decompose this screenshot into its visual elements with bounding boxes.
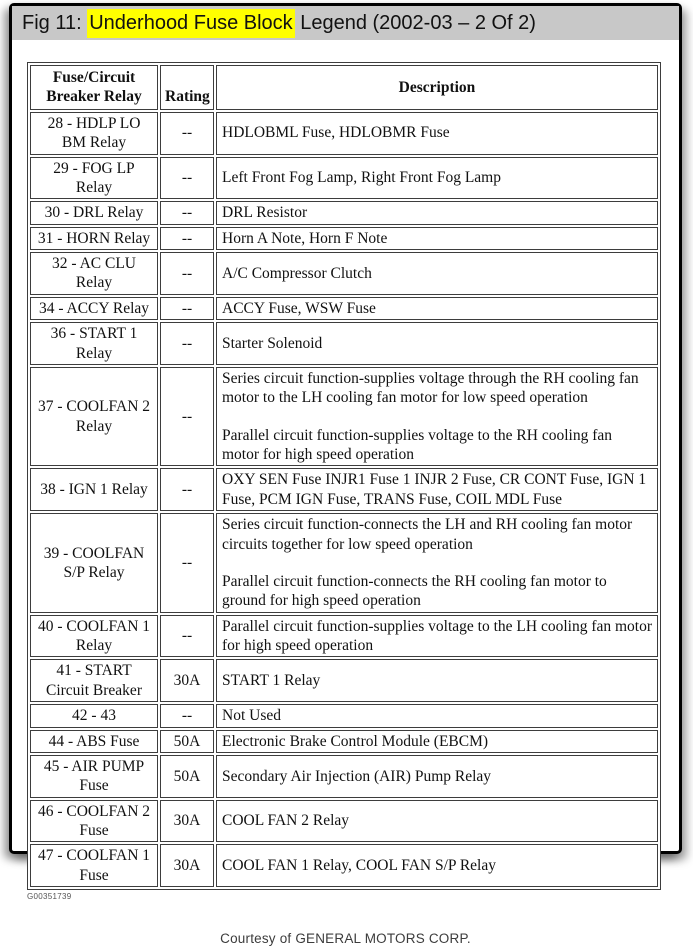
fuse-label-line: Relay bbox=[75, 274, 113, 292]
table-row bbox=[30, 704, 658, 727]
fuse-label-line: 31 - HORN Relay bbox=[37, 229, 151, 247]
description-cell bbox=[216, 468, 658, 511]
rating-cell: 30A bbox=[160, 800, 214, 843]
description-paragraph: A/C Compressor Clutch bbox=[222, 264, 372, 282]
fuse-label-line: S/P Relay bbox=[63, 563, 125, 581]
description-paragraph: Electronic Brake Control Module (EBCM) bbox=[222, 732, 489, 750]
description-cell bbox=[216, 730, 658, 753]
table-row bbox=[30, 297, 658, 320]
description-cell bbox=[216, 157, 658, 200]
fuse-cell bbox=[30, 513, 158, 613]
fuse-cell bbox=[30, 755, 158, 798]
description-cell bbox=[216, 659, 658, 702]
fuse-cell bbox=[30, 659, 158, 702]
header-rating: Rating bbox=[160, 65, 214, 110]
rating-cell: -- bbox=[160, 704, 214, 727]
fuse-label-line: 41 - START bbox=[56, 662, 132, 680]
description-cell bbox=[216, 227, 658, 250]
header-row bbox=[30, 65, 658, 110]
fuse-label-line: 30 - DRL Relay bbox=[44, 204, 144, 222]
table-row bbox=[30, 659, 658, 702]
header-fuse-circuit-breaker-relay: Fuse/Circuit Breaker Relay bbox=[30, 65, 158, 110]
fuse-label-line: 38 - IGN 1 Relay bbox=[40, 481, 148, 499]
description-cell bbox=[216, 704, 658, 727]
description-cell bbox=[216, 252, 658, 295]
table-row bbox=[30, 800, 658, 843]
table-row bbox=[30, 844, 658, 887]
fuse-label-line: Relay bbox=[75, 417, 113, 435]
rating-cell: -- bbox=[160, 227, 214, 250]
fuse-label-line: 47 - COOLFAN 1 bbox=[37, 847, 151, 865]
description-paragraph: COOL FAN 1 Relay, COOL FAN S/P Relay bbox=[222, 857, 496, 875]
description-paragraph: Series circuit function-connects the LH and RH cooling fan motor circuits together for low speed operation bbox=[222, 516, 633, 553]
description-cell bbox=[216, 201, 658, 224]
fuse-label-line: Relay bbox=[75, 637, 113, 654]
fuse-label-line: BM Relay bbox=[61, 134, 127, 152]
fuse-label-line: 40 - COOLFAN 1 bbox=[37, 617, 151, 635]
description-paragraph: DRL Resistor bbox=[222, 204, 308, 222]
table-row bbox=[30, 157, 658, 200]
fuse-label-line: 46 - COOLFAN 2 bbox=[37, 802, 151, 820]
fuse-cell bbox=[30, 201, 158, 224]
table-row bbox=[30, 227, 658, 250]
description-paragraph: Starter Solenoid bbox=[222, 334, 323, 352]
description-paragraph: Not Used bbox=[222, 707, 281, 725]
figure-title-prefix: Fig 11: bbox=[22, 11, 88, 34]
fuse-label-line: 29 - FOG LP bbox=[53, 159, 135, 177]
description-paragraph: Parallel circuit function-supplies voltage to the RH cooling fan motor for high speed operation bbox=[222, 426, 612, 463]
figure-title-bar bbox=[12, 6, 679, 40]
fuse-cell bbox=[30, 227, 158, 250]
description-cell bbox=[216, 800, 658, 843]
document-card bbox=[9, 3, 682, 946]
description-paragraph: Series circuit function-supplies voltage through the RH cooling fan motor to the LH cooling fan motor for low speed operation bbox=[222, 369, 639, 407]
fuse-cell bbox=[30, 704, 158, 727]
fuse-label-line: Fuse bbox=[79, 822, 109, 839]
description-cell bbox=[216, 513, 658, 613]
rating-cell: -- bbox=[160, 157, 214, 200]
rating-cell: 50A bbox=[160, 730, 214, 753]
fuse-label-line: 44 - ABS Fuse bbox=[48, 732, 140, 750]
description-cell bbox=[216, 112, 658, 155]
fuse-label-line: 42 - 43 bbox=[72, 707, 116, 725]
fuse-cell bbox=[30, 157, 158, 200]
rating-cell: -- bbox=[160, 513, 214, 613]
rating-cell: -- bbox=[160, 112, 214, 155]
fuse-legend-table bbox=[27, 62, 661, 890]
fuse-label-line: Fuse bbox=[79, 866, 109, 884]
fuse-label-line: 36 - START 1 bbox=[50, 325, 138, 343]
fuse-cell bbox=[30, 844, 158, 887]
rating-cell: -- bbox=[160, 252, 214, 295]
rating-cell: -- bbox=[160, 468, 214, 511]
table-row bbox=[30, 322, 658, 365]
description-cell bbox=[216, 322, 658, 365]
table-row bbox=[30, 468, 658, 511]
description-paragraph: HDLOBML Fuse, HDLOBMR Fuse bbox=[222, 124, 450, 142]
rating-cell: 50A bbox=[160, 755, 214, 798]
table-row bbox=[30, 112, 658, 155]
fuse-label-line: Relay bbox=[75, 344, 113, 362]
fuse-cell bbox=[30, 468, 158, 511]
fuse-cell bbox=[30, 297, 158, 320]
description-cell bbox=[216, 297, 658, 320]
fuse-label-line: Fuse bbox=[79, 777, 109, 795]
fuse-label-line: 28 - HDLP LO bbox=[47, 114, 141, 132]
fuse-cell bbox=[30, 800, 158, 843]
rating-cell: -- bbox=[160, 297, 214, 320]
rating-cell: -- bbox=[160, 322, 214, 365]
rating-cell: 30A bbox=[160, 844, 214, 887]
fuse-cell bbox=[30, 322, 158, 365]
description-paragraph: COOL FAN 2 Relay bbox=[222, 812, 350, 830]
fuse-cell bbox=[30, 252, 158, 295]
table-row bbox=[30, 730, 658, 753]
fuse-table-body bbox=[30, 112, 658, 887]
courtesy-line: Courtesy of GENERAL MOTORS CORP. bbox=[220, 931, 471, 946]
description-paragraph: START 1 Relay bbox=[222, 672, 321, 690]
description-paragraph: ACCY Fuse, WSW Fuse bbox=[222, 299, 376, 317]
fuse-cell bbox=[30, 367, 158, 467]
fuse-label-line: Relay bbox=[75, 178, 113, 196]
fuse-label-line: 34 - ACCY Relay bbox=[38, 299, 150, 317]
table-row bbox=[30, 615, 658, 658]
figure-id-label: G00351739 bbox=[27, 892, 72, 902]
fuse-label-line: 39 - COOLFAN bbox=[43, 544, 145, 562]
description-paragraph: Parallel circuit function-supplies voltage to the LH cooling fan motor for high speed operation bbox=[222, 617, 653, 654]
fuse-label-line: 37 - COOLFAN 2 bbox=[37, 398, 151, 416]
fuse-label-line: 32 - AC CLU bbox=[52, 255, 136, 272]
description-paragraph: OXY SEN Fuse INJR1 Fuse 1 INJR 2 Fuse, CR CONT Fuse, IGN 1 Fuse, PCM IGN Fuse, TRANS Fuse, COIL MDL Fuse bbox=[222, 471, 647, 508]
fuse-cell bbox=[30, 615, 158, 658]
fuse-cell bbox=[30, 730, 158, 753]
table-header bbox=[30, 65, 658, 110]
description-cell bbox=[216, 755, 658, 798]
rating-cell: -- bbox=[160, 201, 214, 224]
description-paragraph: Left Front Fog Lamp, Right Front Fog Lamp bbox=[222, 169, 501, 187]
table-row bbox=[30, 201, 658, 224]
description-cell bbox=[216, 367, 658, 467]
description-cell bbox=[216, 615, 658, 658]
table-row bbox=[30, 252, 658, 295]
fuse-label-line: 45 - AIR PUMP bbox=[43, 757, 145, 775]
description-paragraph: Secondary Air Injection (AIR) Pump Relay bbox=[222, 767, 492, 785]
rating-cell: 30A bbox=[160, 659, 214, 702]
rating-cell: -- bbox=[160, 367, 214, 467]
description-paragraph: Parallel circuit function-connects the RH cooling fan motor to ground for high speed operation bbox=[222, 572, 607, 610]
figure-title-suffix: Legend (2002-03 – 2 Of 2) bbox=[294, 11, 536, 34]
rating-cell: -- bbox=[160, 615, 214, 658]
table-row bbox=[30, 367, 658, 467]
fuse-cell bbox=[30, 112, 158, 155]
table-row bbox=[30, 755, 658, 798]
table-row bbox=[30, 513, 658, 613]
description-paragraph: Horn A Note, Horn F Note bbox=[222, 229, 388, 247]
figure-title-highlight: Underhood Fuse Block bbox=[87, 9, 294, 38]
description-cell bbox=[216, 844, 658, 887]
header-description: Description bbox=[216, 65, 658, 110]
fuse-label-line: Circuit Breaker bbox=[46, 681, 142, 699]
